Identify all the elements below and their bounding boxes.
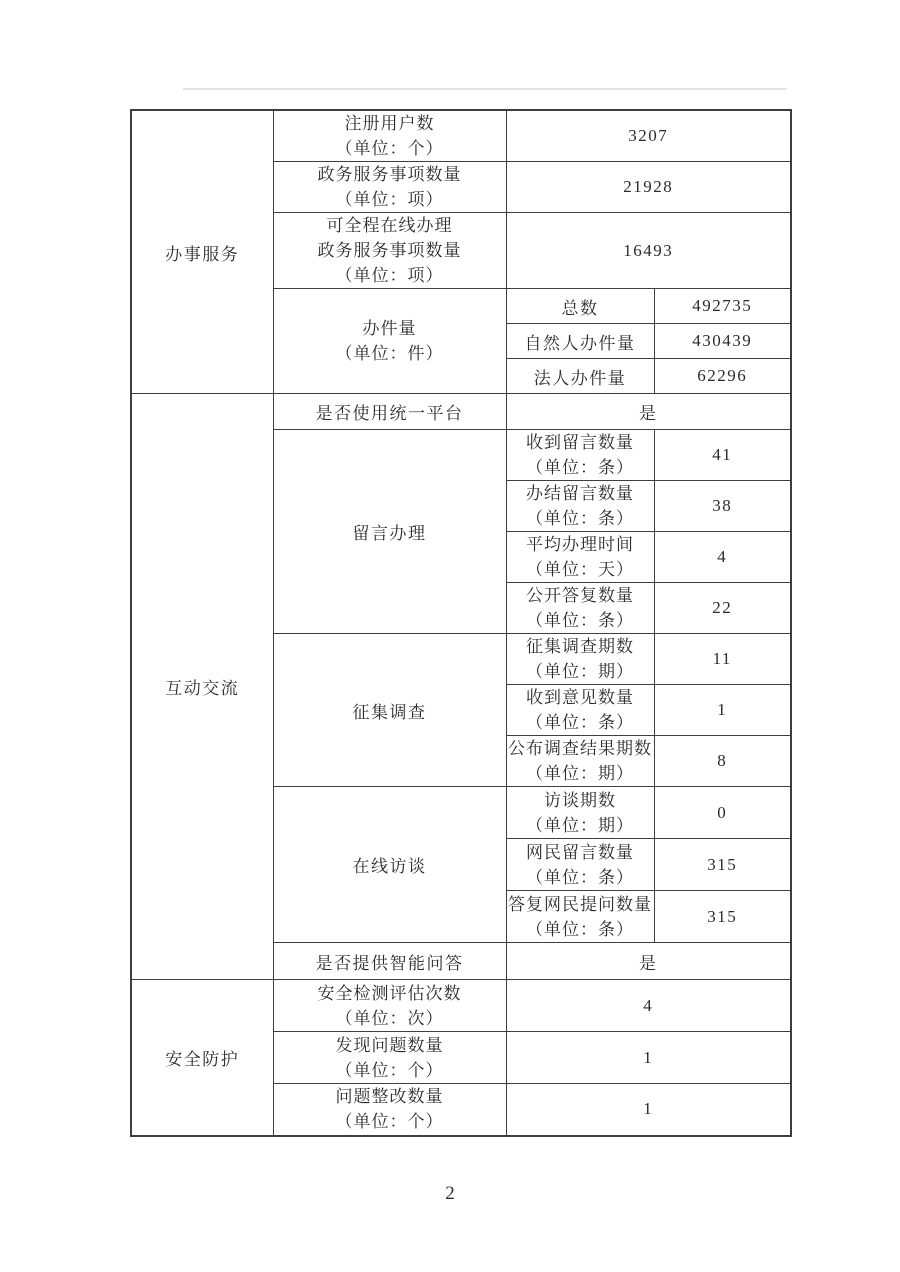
section-label-banshi: 办事服务 [131, 110, 273, 394]
unit-line: （单位：个） [335, 1060, 444, 1080]
row-label [506, 634, 654, 685]
row-value: 38 [654, 481, 791, 532]
row-label [273, 1032, 506, 1084]
unit-line: （单位：项） [335, 190, 444, 209]
row-value: 430439 [654, 324, 791, 359]
label-line: 发现问题数量 [335, 1035, 444, 1055]
section-label-hudong: 互动交流 [131, 394, 273, 980]
row-value: 是 [506, 394, 791, 430]
label-line: 办件量 [362, 319, 417, 338]
label-line: 征集调查期数 [526, 637, 634, 656]
unit-line: （单位：个） [335, 139, 444, 158]
table-row [131, 980, 791, 1032]
unit-line: （单位：天） [526, 560, 634, 579]
row-value: 16493 [506, 213, 791, 289]
row-label: 总数 [506, 289, 654, 324]
label-line: 网民留言数量 [526, 842, 634, 862]
unit-line: （单位：期） [526, 764, 634, 783]
unit-line: （单位：个） [335, 1112, 444, 1132]
row-label: 法人办件量 [506, 359, 654, 394]
label-line: 收到留言数量 [526, 433, 634, 452]
row-value: 41 [654, 430, 791, 481]
label-line: 政务服务事项数量 [317, 241, 462, 260]
row-label [273, 213, 506, 289]
row-label [506, 839, 654, 891]
label-line: 可全程在线办理 [326, 216, 453, 235]
row-label [506, 787, 654, 839]
table-row [131, 110, 791, 162]
label-line: 注册用户数 [344, 114, 435, 133]
row-value: 492735 [654, 289, 791, 324]
label-line: 公开答复数量 [526, 586, 634, 605]
unit-line: （单位：条） [526, 458, 634, 477]
unit-line: （单位：件） [335, 344, 444, 363]
unit-line: （单位：次） [335, 1008, 444, 1028]
table-row [131, 394, 791, 430]
row-value: 1 [654, 685, 791, 736]
row-label [506, 532, 654, 583]
row-label [506, 891, 654, 943]
row-value: 21928 [506, 162, 791, 213]
label-line: 问题整改数量 [335, 1087, 444, 1107]
subgroup-label-zhengjidiaocha: 征集调查 [273, 634, 506, 787]
row-value: 22 [654, 583, 791, 634]
label-line: 公布调查结果期数 [508, 739, 652, 758]
row-label [273, 162, 506, 213]
scan-artifact-line [183, 88, 787, 90]
unit-line: （单位：期） [526, 815, 634, 835]
label-line: 办结留言数量 [526, 484, 634, 503]
row-value: 315 [654, 891, 791, 943]
label-line: 平均办理时间 [526, 535, 634, 554]
row-label [506, 736, 654, 787]
row-value: 1 [506, 1032, 791, 1084]
unit-line: （单位：期） [526, 662, 634, 681]
subgroup-label-liuyanbanli: 留言办理 [273, 430, 506, 634]
row-value: 315 [654, 839, 791, 891]
unit-line: （单位：条） [526, 611, 634, 630]
row-label [506, 583, 654, 634]
row-label: 是否使用统一平台 [273, 394, 506, 430]
row-label [506, 685, 654, 736]
label-line: 答复网民提问数量 [508, 894, 652, 914]
row-label: 是否提供智能问答 [273, 943, 506, 980]
subgroup-label-banjianliang [273, 289, 506, 394]
section-label-anquan: 安全防护 [131, 980, 273, 1136]
row-label: 自然人办件量 [506, 324, 654, 359]
row-label [273, 980, 506, 1032]
page-number: 2 [445, 1183, 455, 1204]
label-line: 访谈期数 [544, 790, 616, 810]
report-table [130, 109, 792, 1137]
row-label [273, 1084, 506, 1136]
label-line: 收到意见数量 [526, 688, 634, 707]
subgroup-label-zaixianfangtan: 在线访谈 [273, 787, 506, 943]
row-label [506, 430, 654, 481]
row-value: 4 [506, 980, 791, 1032]
row-label [273, 110, 506, 162]
row-value: 62296 [654, 359, 791, 394]
unit-line: （单位：条） [526, 713, 634, 732]
row-value: 1 [506, 1084, 791, 1136]
row-value: 是 [506, 943, 791, 980]
unit-line: （单位：项） [335, 266, 444, 285]
unit-line: （单位：条） [526, 867, 634, 887]
row-value: 4 [654, 532, 791, 583]
row-value: 3207 [506, 110, 791, 162]
row-value: 0 [654, 787, 791, 839]
row-label [506, 481, 654, 532]
row-value: 8 [654, 736, 791, 787]
row-value: 11 [654, 634, 791, 685]
label-line: 政务服务事项数量 [317, 165, 462, 184]
unit-line: （单位：条） [526, 509, 634, 528]
label-line: 安全检测评估次数 [317, 983, 462, 1003]
unit-line: （单位：条） [526, 919, 634, 939]
